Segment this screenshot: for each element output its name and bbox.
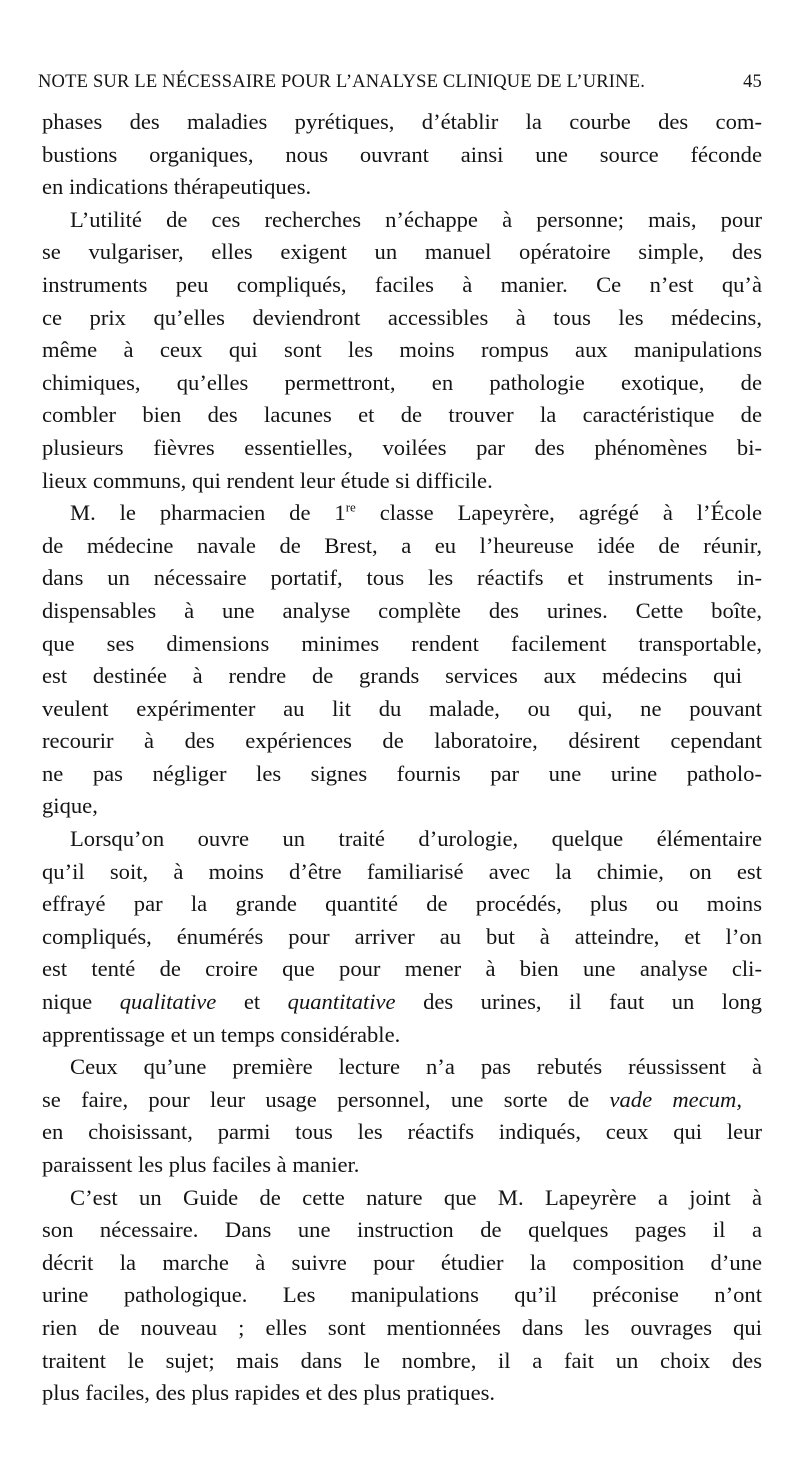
- text-segment: se faire, pour leur usage personnel, une sorte de: [42, 1086, 610, 1112]
- page-number: 45: [743, 72, 762, 92]
- text-line: ne pas négliger les signes fournis par une urine patholo-: [42, 760, 762, 786]
- paragraph-6: [42, 1182, 762, 1410]
- text-line: qu’il soit, à moins d’être familiarisé avec la chimie, on est: [42, 858, 762, 884]
- text-line: apprentissage et un temps considérable.: [42, 1021, 401, 1047]
- paragraph-4: [42, 823, 762, 1051]
- text-line: rien de nouveau ; elles sont mentionnées dans les ouvrages qui: [42, 1314, 762, 1340]
- text-line: L’utilité de ces recherches n’échappe à personne; mais, pour: [70, 206, 762, 232]
- text-line: traitent le sujet; mais dans le nombre, il a fait un choix des: [42, 1347, 762, 1373]
- text-line: décrit la marche à suivre pour étudier la composition d’une: [42, 1249, 762, 1275]
- italic-text: vade mecum,: [609, 1086, 742, 1112]
- text-line: en indications thérapeutiques.: [42, 174, 312, 200]
- text-line: même à ceux qui sont les moins rompus aux manipulations: [42, 337, 762, 363]
- text-line: [42, 986, 762, 1019]
- text-line: combler bien des lacunes et de trouver la caractéristique de: [42, 402, 762, 428]
- text-line: Ceux qu’une première lecture n’a pas rebutés réussissent à: [70, 1054, 762, 1080]
- text-line: lieux communs, qui rendent leur étude si difficile.: [42, 467, 493, 493]
- italic-text: quantitative: [287, 989, 396, 1015]
- paragraph-5: [42, 1051, 762, 1181]
- text-line: urine pathologique. Les manipulations qu’il préconise n’ont: [42, 1282, 762, 1308]
- text-segment: des urines, il faut un long: [395, 989, 762, 1015]
- body-text: [42, 106, 762, 1410]
- text-line: instruments peu compliqués, faciles à manier. Ce n’est qu’à: [42, 271, 762, 297]
- text-line: C’est un Guide de cette nature que M. Lapeyrère a joint à: [70, 1184, 762, 1210]
- text-line: est tenté de croire que pour mener à bien une analyse cli-: [42, 956, 762, 982]
- text-segment: et: [216, 989, 288, 1015]
- text-line: compliqués, énumérés pour arriver au but à atteindre, et l’on: [42, 923, 762, 949]
- running-title: NOTE SUR LE NÉCESSAIRE POUR L’ANALYSE CLINIQUE DE L’URINE.: [38, 72, 646, 92]
- text-segment: classe Lapeyrère, agrégé à l’École: [355, 500, 762, 526]
- text-line: de médecine navale de Brest, a eu l’heureuse idée de réunir,: [42, 532, 762, 558]
- text-line: phases des maladies pyrétiques, d’établir la courbe des com-: [42, 109, 762, 134]
- text-segment: nique: [42, 989, 120, 1015]
- text-line: dans un nécessaire portatif, tous les réactifs et instruments in-: [42, 565, 762, 591]
- text-line: son nécessaire. Dans une instruction de quelques pages il a: [42, 1217, 762, 1243]
- text-line: plus faciles, des plus rapides et des plus pratiques.: [42, 1380, 496, 1406]
- text-line: dispensables à une analyse complète des urines. Cette boîte,: [42, 597, 762, 623]
- text-line: est destinée à rendre de grands services aux médecins qui: [42, 663, 742, 689]
- text-line: en choisissant, parmi tous les réactifs indiqués, ceux qui leur: [42, 1119, 762, 1145]
- running-header: [38, 72, 762, 98]
- text-line: paraissent les plus faciles à manier.: [42, 1152, 360, 1177]
- text-line: chimiques, qu’elles permettront, en pathologie exotique, de: [42, 369, 762, 395]
- text-line: gique,: [42, 793, 98, 819]
- paragraph-2: [42, 204, 762, 497]
- superscript: re: [345, 499, 356, 515]
- italic-text: qualitative: [119, 989, 217, 1015]
- text-line: bustions organiques, nous ouvrant ainsi une source féconde: [42, 141, 762, 167]
- text-line: effrayé par la grande quantité de procédés, plus ou moins: [42, 891, 762, 917]
- text-line: [42, 1084, 742, 1117]
- text-line: veulent expérimenter au lit du malade, ou qui, ne pouvant: [42, 695, 762, 721]
- text-line: Lorsqu’on ouvre un traité d’urologie, quelque élémentaire: [70, 826, 762, 852]
- paragraph-3: [42, 497, 762, 823]
- paragraph-1: [42, 106, 762, 204]
- text-line: [42, 497, 762, 530]
- text-line: plusieurs fièvres essentielles, voilées par des phénomènes bi-: [42, 434, 762, 460]
- text-line: que ses dimensions minimes rendent facilement transportable,: [42, 630, 762, 656]
- text-line: se vulgariser, elles exigent un manuel opératoire simple, des: [42, 239, 762, 265]
- text-line: recourir à des expériences de laboratoire, désirent cependant: [42, 728, 762, 754]
- text-segment: M. le pharmacien de 1: [70, 500, 346, 526]
- text-line: ce prix qu’elles deviendront accessibles à tous les médecins,: [42, 304, 762, 330]
